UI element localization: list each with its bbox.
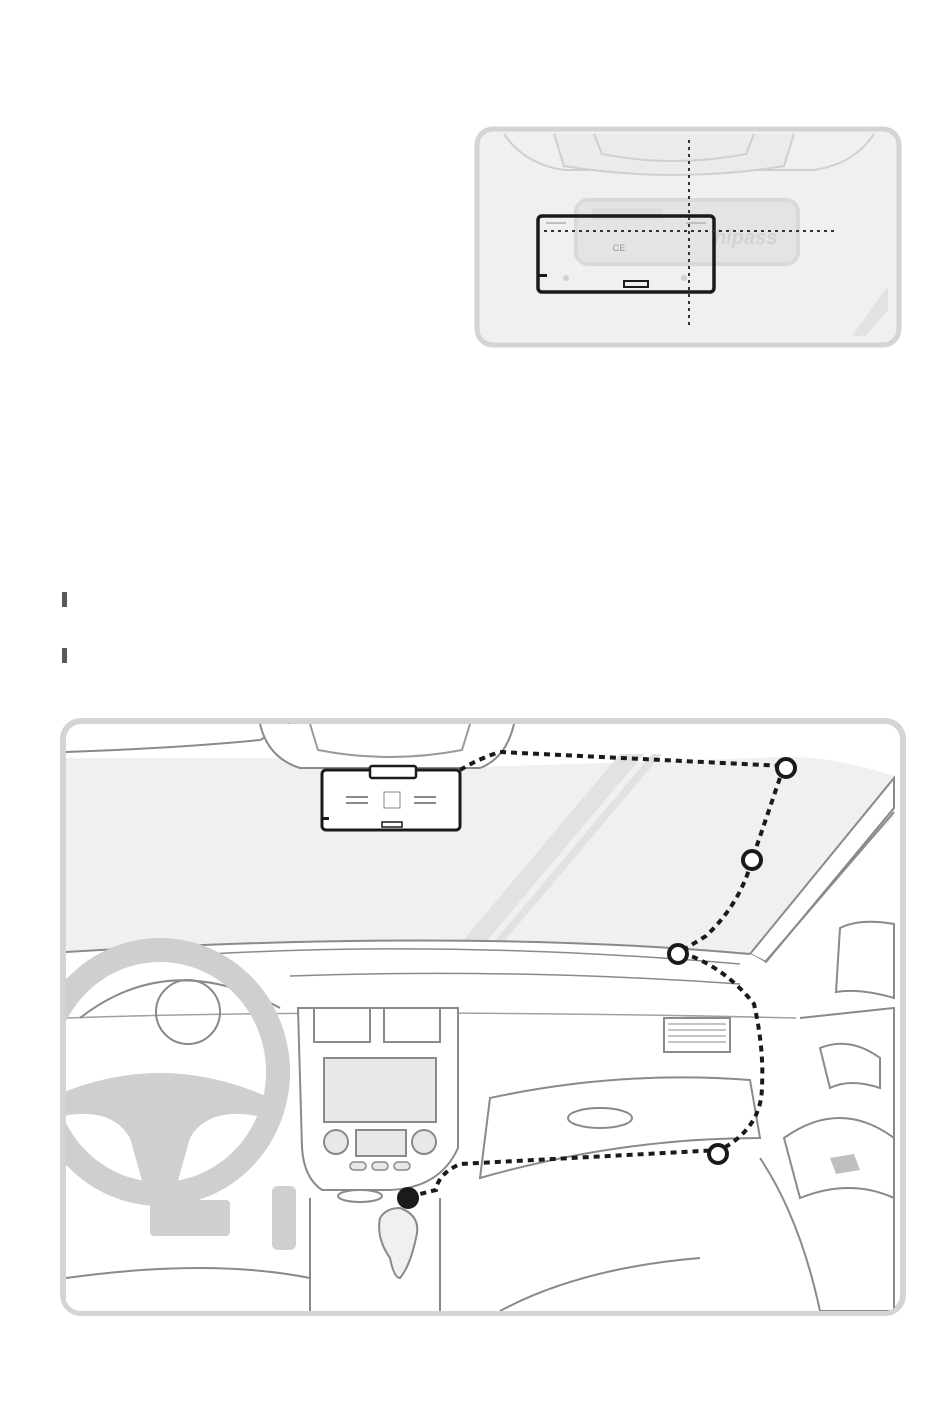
bullet-marker (62, 592, 67, 607)
cable-clip-point (743, 851, 761, 869)
right-knob (412, 1130, 436, 1154)
accelerator-pedal (272, 1186, 296, 1250)
device-installed (322, 766, 460, 830)
cable-routing-illustration (60, 718, 906, 1316)
cable-clip-point (777, 759, 795, 777)
power-socket-point (397, 1187, 419, 1209)
rearview-mirror-mount (554, 134, 794, 175)
mounting-position-illustration (474, 126, 902, 348)
rearview-mirror (260, 724, 514, 768)
cable-clip-point (669, 945, 687, 963)
svg-text:CE: CE (612, 243, 626, 253)
bullet-marker (62, 648, 67, 663)
hipass-logo: hipass (714, 227, 778, 249)
left-knob (324, 1130, 348, 1154)
cable-clip-point (709, 1145, 727, 1163)
brake-pedal (150, 1200, 230, 1236)
infotainment-screen (324, 1058, 436, 1122)
climate-panel (356, 1130, 406, 1156)
